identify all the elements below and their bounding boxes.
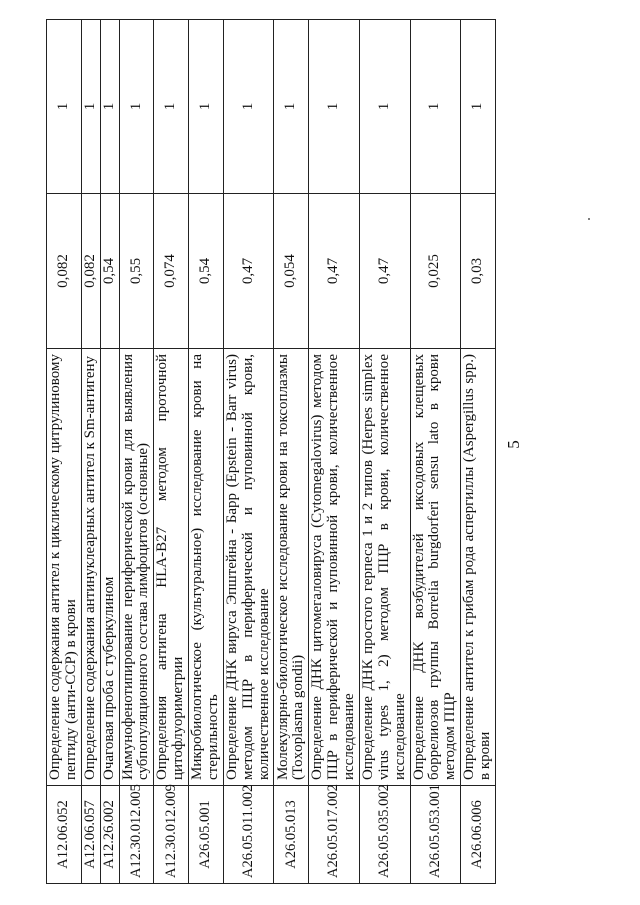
frequency-coefficient-cell: 0,54	[189, 194, 224, 349]
service-code-cell: A26.05.053.001	[410, 786, 461, 884]
multiplicity-cell: 1	[154, 20, 189, 194]
services-table	[46, 19, 496, 884]
rotated-table-container	[46, 20, 496, 884]
service-name-cell: Определение ДНК цитомегаловируса (Cytomegalovirus) методом ПЦР в периферической и пуповинной крови, количественное исследование	[309, 349, 360, 786]
service-name-cell: Иммунофенотипирование периферической крови для выявления субпопуляционного состава лимфоцитов (основные)	[119, 349, 154, 786]
table-row	[461, 20, 496, 884]
service-code-cell: A12.06.057	[81, 786, 100, 884]
multiplicity-cell: 1	[100, 20, 119, 194]
table-row	[410, 20, 461, 884]
service-name-cell: Определение антител к грибам рода аспергиллы (Aspergillus spp.) в крови	[461, 349, 496, 786]
service-name-cell: Определения антигена HLA-B27 методом проточной цитофлуориметрии	[154, 349, 189, 786]
table-row	[359, 20, 410, 884]
frequency-coefficient-cell: 0,55	[119, 194, 154, 349]
multiplicity-cell: 1	[410, 20, 461, 194]
service-name-cell: Очаговая проба с туберкулином	[100, 349, 119, 786]
service-name-cell: Определение содержания антинуклеарных антител к Sm-антигену	[81, 349, 100, 786]
service-code-cell: A12.26.002	[100, 786, 119, 884]
multiplicity-cell: 1	[47, 20, 82, 194]
service-code-cell: A26.06.006	[461, 786, 496, 884]
service-name-cell: Определение ДНК простого герпеса 1 и 2 типов (Herpes simplex virus types 1, 2) методом ПЦР в крови, количественное исследование	[359, 349, 410, 786]
table-row	[154, 20, 189, 884]
service-code-cell: A12.30.012.005	[119, 786, 154, 884]
multiplicity-cell: 1	[189, 20, 224, 194]
table-row	[309, 20, 360, 884]
service-name-cell: Микробиологическое (культуральное) исследование крови на стерильность	[189, 349, 224, 786]
page-number: 5	[503, 440, 523, 449]
service-code-cell: A12.30.012.009	[154, 786, 189, 884]
table-row	[189, 20, 224, 884]
table-row	[81, 20, 100, 884]
frequency-coefficient-cell: 0,054	[274, 194, 309, 349]
service-name-cell: Молекулярно-биологическое исследование крови на токсоплазмы (Toxoplasma gondii)	[274, 349, 309, 786]
frequency-coefficient-cell: 0,082	[47, 194, 82, 349]
multiplicity-cell: 1	[223, 20, 274, 194]
frequency-coefficient-cell: 0,47	[359, 194, 410, 349]
frequency-coefficient-cell: 0,082	[81, 194, 100, 349]
multiplicity-cell: 1	[309, 20, 360, 194]
service-code-cell: A26.05.001	[189, 786, 224, 884]
service-code-cell: A26.05.017.002	[309, 786, 360, 884]
multiplicity-cell: 1	[119, 20, 154, 194]
frequency-coefficient-cell: 0,54	[100, 194, 119, 349]
service-code-cell: A26.05.035.002	[359, 786, 410, 884]
multiplicity-cell: 1	[274, 20, 309, 194]
frequency-coefficient-cell: 0,074	[154, 194, 189, 349]
table-row	[100, 20, 119, 884]
service-name-cell: Определение ДНК возбудителей иксодовых клещевых боррелиозов группы Borrelia burgdorferi sensu lato в крови методом ПЦР	[410, 349, 461, 786]
table-row	[119, 20, 154, 884]
service-code-cell: A12.06.052	[47, 786, 82, 884]
multiplicity-cell: 1	[359, 20, 410, 194]
frequency-coefficient-cell: 0,03	[461, 194, 496, 349]
frequency-coefficient-cell: 0,47	[223, 194, 274, 349]
table-row	[223, 20, 274, 884]
multiplicity-cell: 1	[461, 20, 496, 194]
service-name-cell: Определение ДНК вируса Эпштейна - Барр (Epstein - Barr virus) методом ПЦР в периферической и пуповинной крови, количественное исследование	[223, 349, 274, 786]
table-row	[47, 20, 82, 884]
multiplicity-cell: 1	[81, 20, 100, 194]
service-code-cell: A26.05.011.002	[223, 786, 274, 884]
service-name-cell: Определение содержания антител к циклическому цитрулиновому пептиду (анти-CCP) в крови	[47, 349, 82, 786]
services-table-body	[47, 20, 496, 884]
table-row	[274, 20, 309, 884]
service-code-cell: A26.05.013	[274, 786, 309, 884]
frequency-coefficient-cell: 0,47	[309, 194, 360, 349]
frequency-coefficient-cell: 0,025	[410, 194, 461, 349]
scan-speck	[588, 218, 590, 220]
